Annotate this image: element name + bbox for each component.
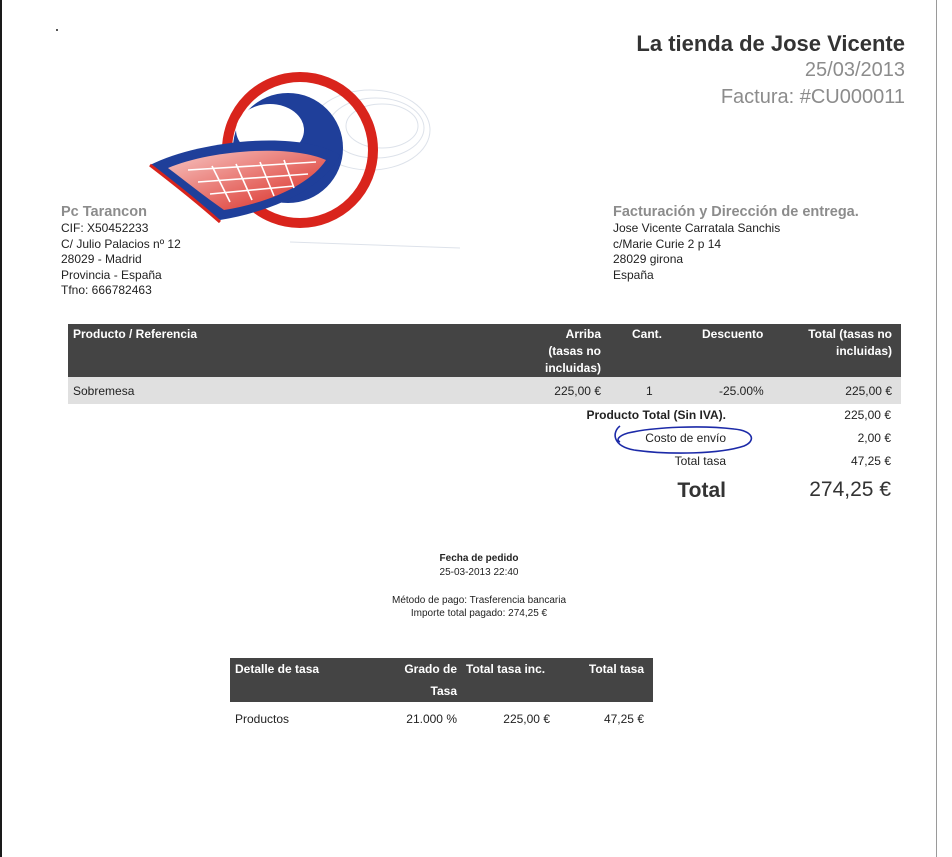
order-date-value: 25-03-2013 22:40 [439, 567, 519, 578]
shop-name: La tienda de Jose Vicente [636, 31, 905, 56]
row-qty: 1 [646, 384, 653, 398]
handdrawn-circle-annotation [610, 422, 756, 456]
seller-line: 28029 - Madrid [61, 252, 142, 266]
billing-line: Jose Vicente Carratala Sanchis [613, 221, 781, 235]
invoice-number: Factura: #CU000011 [720, 86, 905, 108]
product-total-label: Producto Total (Sin IVA). [586, 408, 726, 422]
col-total: Total (tasas no incluidas) [808, 327, 892, 358]
billing-line: c/Marie Curie 2 p 14 [613, 236, 722, 251]
tax-total-value: 47,25 € [850, 454, 891, 468]
scan-speck [56, 29, 58, 31]
billing-title: Facturación y Dirección de entrega. [613, 204, 859, 220]
shipping-label: Costo de envío [645, 431, 726, 445]
col-tax-total-inc: Total tasa inc. [466, 662, 546, 676]
products-table-header [68, 324, 901, 377]
seller-name: Pc Tarancon [61, 204, 147, 220]
seller-address [61, 203, 181, 299]
table-row [230, 702, 653, 732]
payment-method: Método de pago: Trasferencia bancaria [392, 595, 566, 606]
col-discount: Descuento [702, 327, 764, 341]
col-qty: Cant. [632, 327, 662, 341]
invoice-date: 25/03/2013 [804, 59, 905, 81]
tax-row-total: 47,25 € [603, 712, 644, 726]
tax-row-rate: 21.000 % [406, 712, 457, 726]
row-product: Sobremesa [73, 384, 135, 398]
billing-line: España [613, 267, 654, 282]
col-product: Producto / Referencia [73, 327, 198, 341]
window-frame-left [0, 0, 2, 857]
row-total: 225,00 € [845, 384, 892, 398]
col-tax-detail: Detalle de tasa [235, 662, 320, 676]
tax-row-detail: Productos [235, 712, 290, 726]
col-tax-total: Total tasa [588, 662, 644, 676]
seller-line: C/ Julio Palacios nº 12 [61, 236, 181, 251]
tax-table-header [230, 658, 653, 702]
products-table [68, 324, 901, 404]
row-discount: -25.00% [719, 384, 764, 398]
grand-total-value: 274,25 € [809, 478, 891, 501]
shipping-value: 2,00 € [857, 431, 891, 445]
billing-line: 28029 girona [613, 252, 684, 266]
seller-line: Tfno: 666782463 [61, 283, 152, 297]
table-row [68, 377, 901, 404]
order-date-label: Fecha de pedido [439, 553, 519, 564]
window-frame-right [936, 0, 952, 857]
tax-row-total-inc: 225,00 € [503, 712, 550, 726]
keyboard-globe-logo-icon [140, 70, 470, 310]
billing-address [613, 203, 859, 283]
amount-paid: Importe total pagado: 274,25 € [410, 608, 548, 619]
col-tax-rate: Grado de Tasa [404, 662, 457, 698]
seller-line: CIF: X50452233 [61, 221, 149, 235]
row-price: 225,00 € [554, 384, 601, 398]
seller-line: Provincia - España [61, 267, 162, 282]
col-price: Arriba (tasas no incluidas) [544, 327, 601, 375]
product-total-value: 225,00 € [844, 408, 891, 422]
tax-total-label: Total tasa [674, 454, 726, 468]
grand-total-label: Total [677, 479, 726, 502]
tax-table [230, 658, 653, 732]
